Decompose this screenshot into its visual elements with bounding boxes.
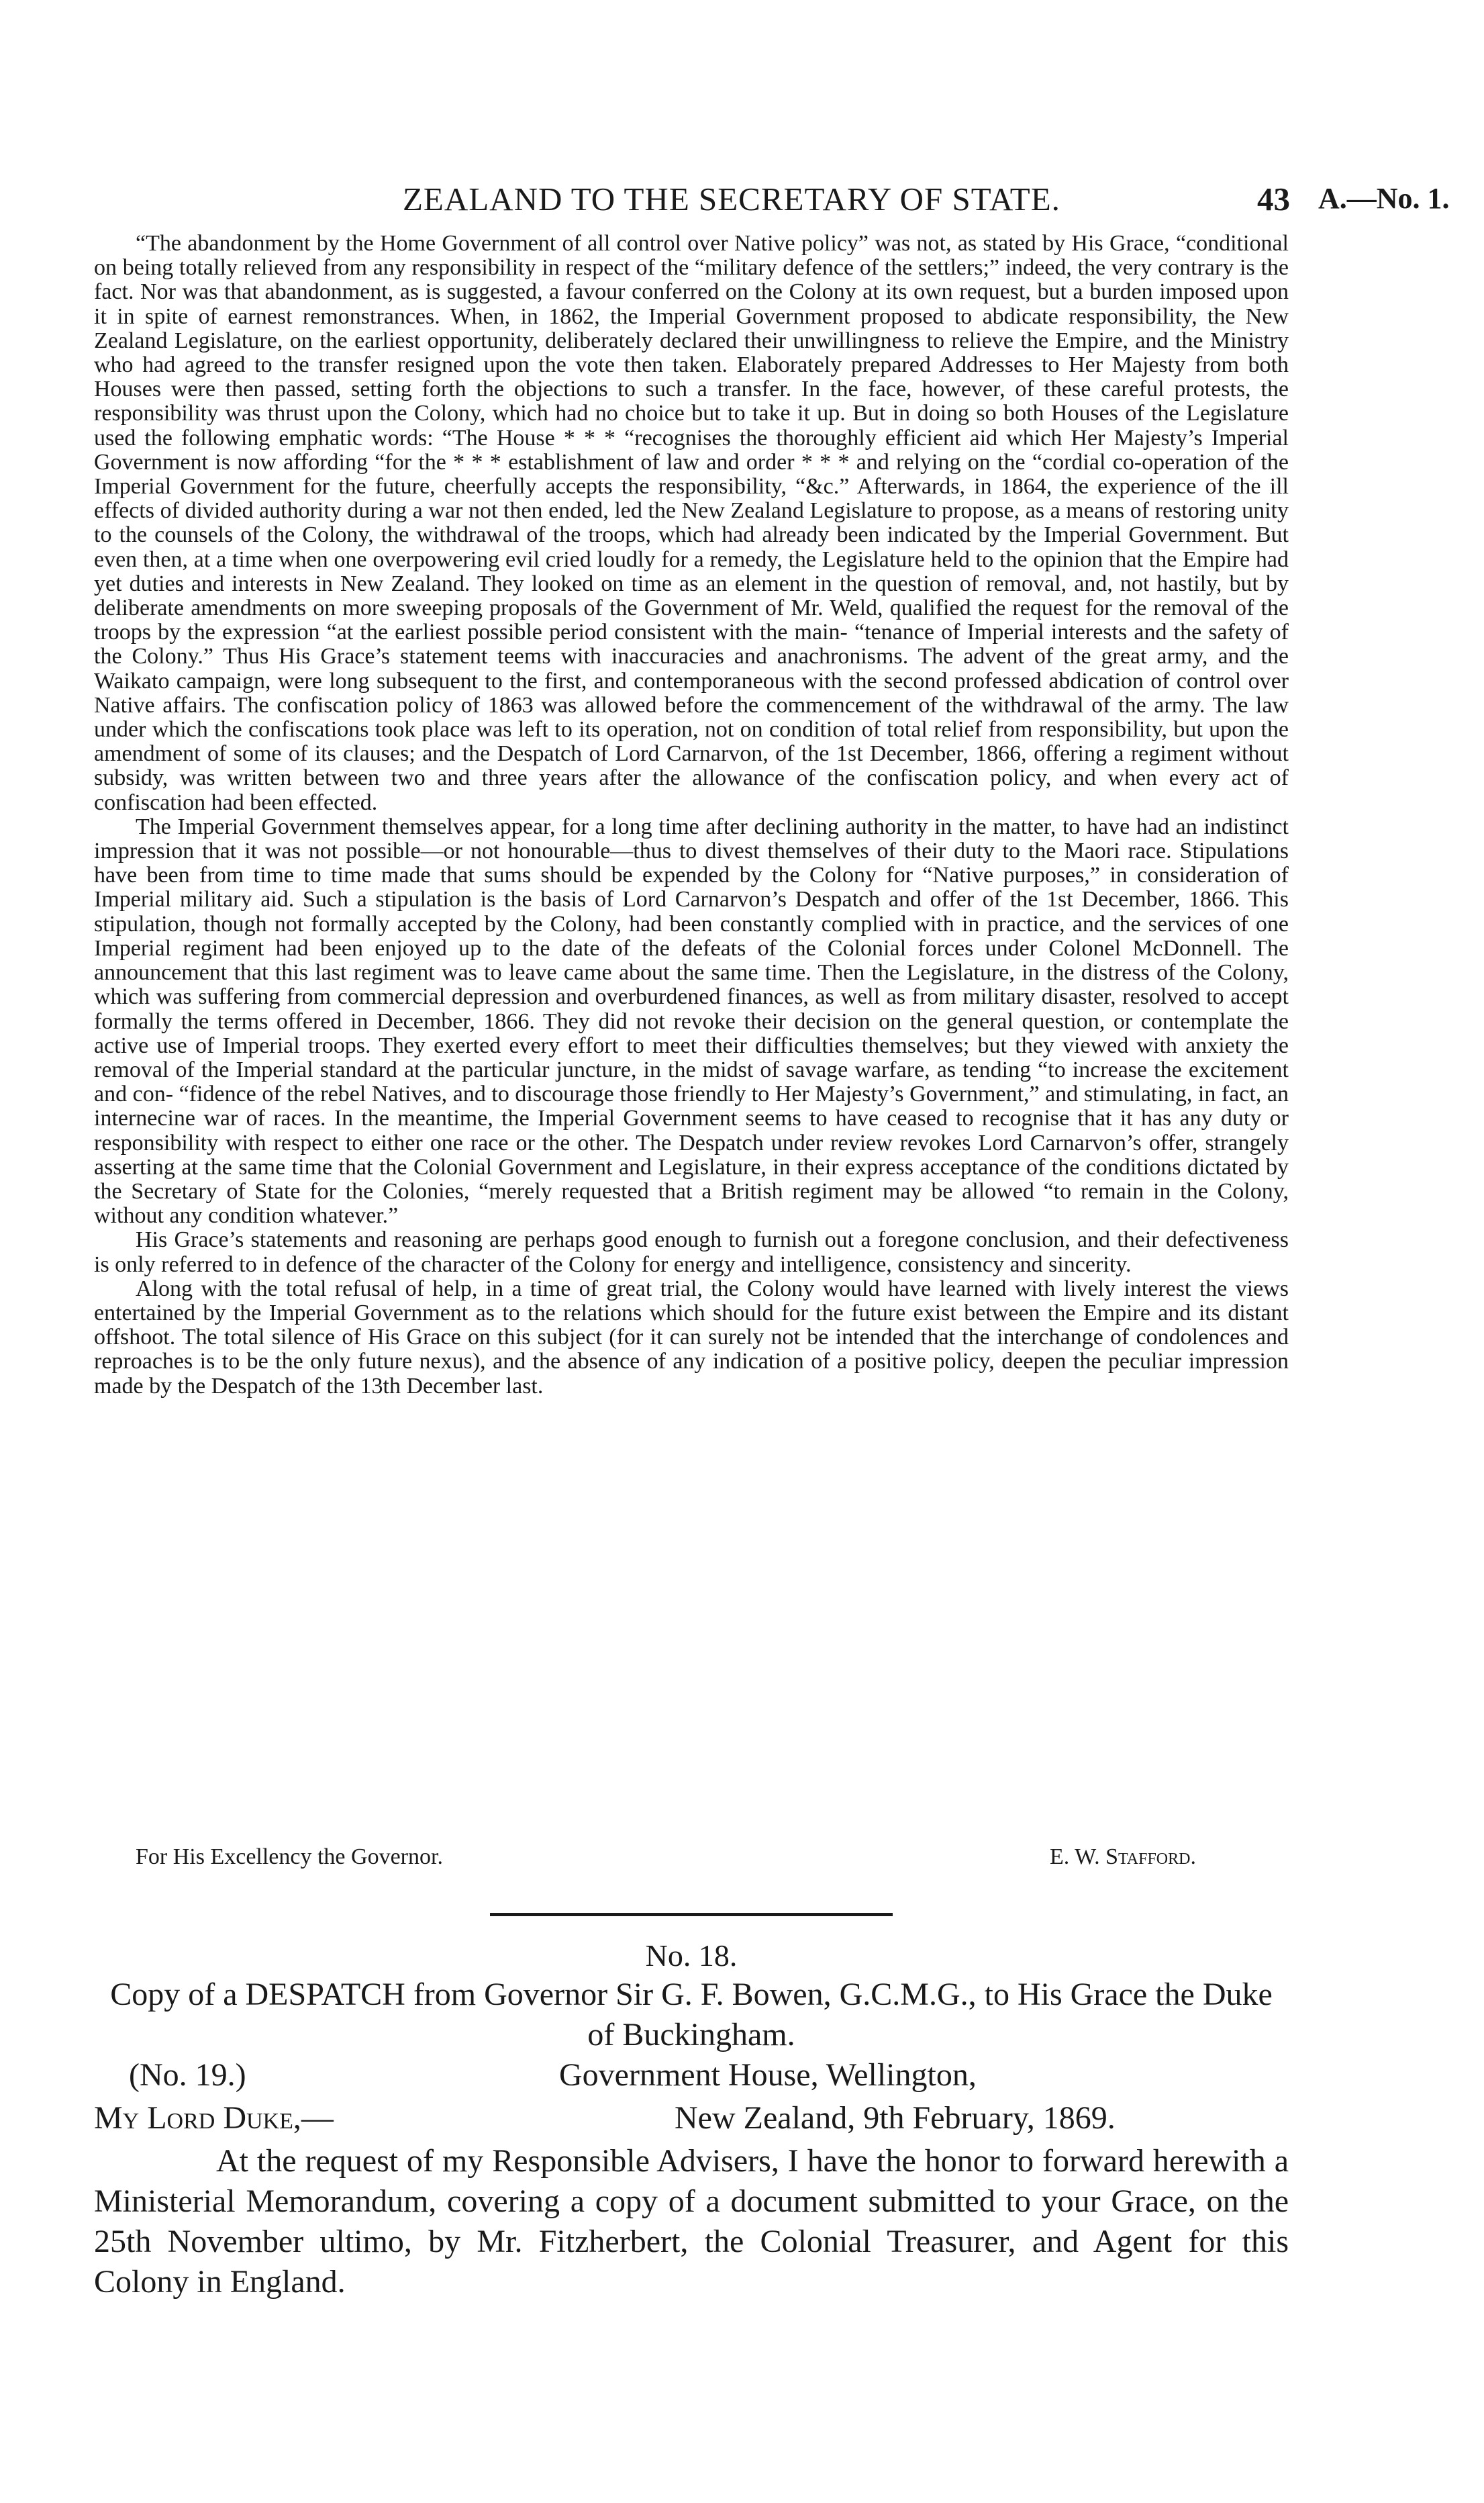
despatch-meta [94, 2055, 1289, 2141]
memorandum-text [94, 232, 1289, 1399]
despatch-section [94, 1937, 1289, 2302]
despatch-heading: Copy of a DESPATCH from Governor Sir G. F. Bowen, G.C.M.G., to His Grace the Duke of Buckingham. [110, 1977, 1273, 2052]
paragraph: The Imperial Government themselves appear, for a long time after declining authority in the matter, to have had an indistinct impression that it was not possible—or not honourable—thus to divest themselves of their duty to the Maori race. Stipulations have been from time to time made that sums should be expended by the Colony for “Native purposes,” in consideration of Imperial military aid. Such a stipulation is the basis of Lord Carnarvon’s Despatch and offer of the 1st December, 1866. This stipulation, though not formally accepted by the Colony, had been constantly complied with in practice, and the services of one Imperial regiment had been enjoyed up to the date of the defeats of the Colonial forces under Colonel McDonnell. The announcement that this last regiment was to leave came about the same time. Then the Legislature, in the distress of the Colony, which was suffering from commercial depression and overburdened finances, as well as from military disaster, resolved to accept formally the terms offered in December, 1866. They did not revoke their decision on the general question, or contemplate the active use of Imperial troops. They exerted every effort to meet their difficulties themselves; but they viewed with anxiety the removal of the Imperial standard at the particular juncture, in the midst of savage warfare, as tending “to increase the excitement and con- “fidence of the rebel Natives, and to discourage those friendly to Her Majesty’s Government,” and stimulating, in fact, an internecine war of races. In the meantime, the Imperial Government seems to have ceased to recognise that it has any duty or responsibility with respect to either one race or the other. The Despatch under review revokes Lord Carnarvon’s offer, strangely asserting at the same time that the Colonial Government and Legislature, in their express acceptance of the conditions dictated by the Secretary of State for the Colonies, “merely requested that a British regiment may be allowed “to remain in the Colony, without any condition whatever.” [94, 814, 1289, 1229]
despatch-number: No. 18. [645, 1938, 738, 1973]
signature-block [94, 1845, 1289, 1872]
despatch-body: At the request of my Responsible Advisers, I have the honor to forward herewith a Ministerial Memorandum, covering a copy of a document submitted to your Grace, on the 25th November ultimo, by Mr. Fitzherbert, the Colonial Treasurer, and Agent for this Colony in England. [94, 2143, 1289, 2300]
paragraph: Along with the total refusal of help, in a time of great trial, the Colony would have learned with lively interest the views entertained by the Imperial Government as to the relations which should for the future exist between the Empire and its distant offshoot. The total silence of His Grace on this subject (for it can surely not be intended that the interchange of condolences and reproaches is to be the only future nexus), and the absence of any indication of a positive policy, deepen the peculiar impression made by the Despatch of the 13th December last. [94, 1276, 1289, 1399]
address-date-line: New Zealand, 9th February, 1869. [675, 2100, 1116, 2136]
salutation: My Lord Duke,— [94, 2100, 334, 2136]
paper-reference: A.—No. 1. [1318, 182, 1450, 215]
address-line: Government House, Wellington, [559, 2057, 977, 2093]
signoff-line: For His Excellency the Governor. [136, 1844, 443, 1869]
page-number: 43 [1257, 181, 1290, 218]
paragraph: His Grace’s statements and reasoning are perhaps good enough to furnish out a foregone conclusion, and their defectiveness is only referred to in defence of the character of the Colony for energy and intelligence, consistency and sincerity. [94, 1227, 1289, 1277]
section-divider [490, 1913, 893, 1916]
despatch-serial: (No. 19.) [129, 2057, 246, 2093]
paragraph: “The abandonment by the Home Government of all control over Native policy” was not, as stated by His Grace, “conditional on being totally relieved from any responsibility in respect of the “military defence of the settlers;” indeed, the very contrary is the fact. Nor was that abandonment, as is suggested, a favour conferred on the Colony at its own request, but a burden imposed upon it in spite of earnest remonstrances. When, in 1862, the Imperial Government proposed to abdicate responsibility, the New Zealand Legislature, on the earliest opportunity, deliberately declared their unwillingness to relieve the Empire, and the Ministry who had agreed to the transfer resigned upon the vote then taken. Elaborately prepared Addresses to Her Majesty from both Houses were then passed, setting forth the objections to such a transfer. In the face, however, of these careful protests, the responsibility was thrust upon the Colony, which had no choice but to take it up. But in doing so both Houses of the Legislature used the following emphatic words: “The House * * * “recognises the thoroughly efficient aid which Her Majesty’s Imperial Government is now affording “for the * * * establishment of law and order * * * and relying on the “cordial co-operation of the Imperial Government for the future, cheerfully accepts the responsibility, “&c.” Afterwards, in 1864, the experience of the ill effects of divided authority during a war not then ended, led the New Zealand Legislature to propose, as a means of restoring unity to the counsels of the Colony, the withdrawal of the troops, which had already been indicated by the Imperial Government. But even then, at a time when one overpowering evil cried loudly for a remedy, the Legislature held to the opinion that the Empire had yet duties and interests in New Zealand. They looked on time as an element in the question of removal, and, not hastily, but by deliberate amendments on more sweeping proposals of the Government of Mr. Weld, qualified the request for the removal of the troops by the expression “at the earliest possible period consistent with the main- “tenance of Imperial interests and the safety of the Colony.” Thus His Grace’s statement teems with inaccuracies and anachronisms. The advent of the great army, and the Waikato campaign, were long subsequent to the first, and contemporaneous with the second professed abdication of control over Native affairs. The confiscation policy of 1863 was allowed before the commencement of the withdrawal of the army. The law under which the confiscations took place was left to its operation, not on condition of total relief from responsibility, but upon the amendment of some of its clauses; and the Despatch of Lord Carnarvon, of the 1st December, 1866, offering a regiment without subsidy, was written between two and three years after the allowance of the confiscation policy, and when every act of confiscation had been effected. [94, 231, 1289, 815]
page-header [94, 180, 1450, 227]
signatory-name: E. W. Stafford. [1050, 1844, 1196, 1869]
running-title: ZEALAND TO THE SECRETARY OF STATE. [403, 181, 1060, 218]
